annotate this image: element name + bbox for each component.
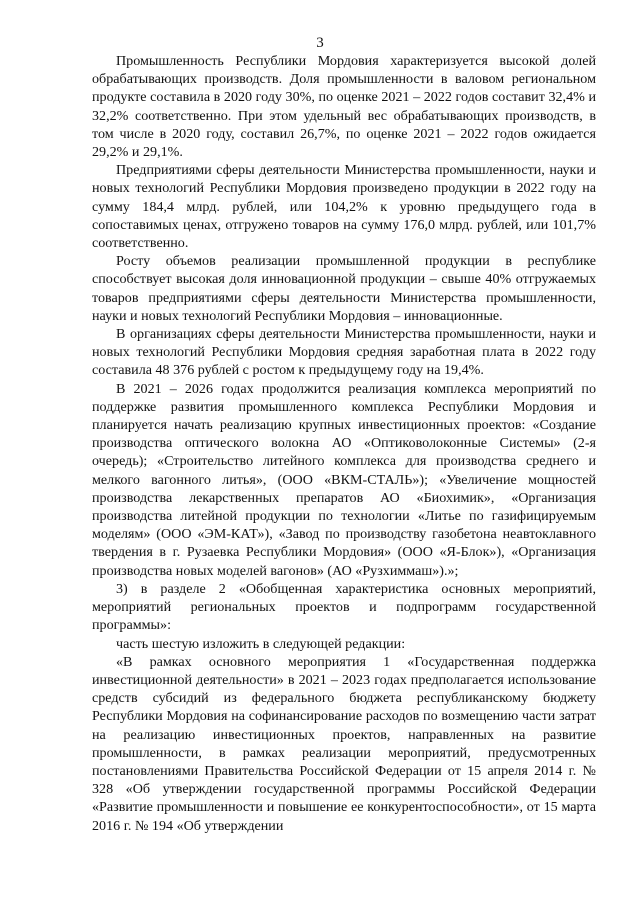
paragraph-part-six-instruction: часть шестую изложить в следующей редакции: [116,635,406,652]
paragraph-average-salary: В организациях сферы деятельности Министерства промышленности, науки и новых технологий Республики Мордовия средняя заработная плата в 2022 году составила 48 376 рублей с ростом к предыдущему году на 19,4%. [92,326,596,379]
paragraph-main-activity-1: «В рамках основного мероприятия 1 «Государственная поддержка инвестиционной деятельности» в 2021 – 2023 годах предполагается использование средств субсидий из федерального бюджета республиканскому бюджету Республики Мордовия на софинансирование расходов по возмещению части затрат на реализацию инвестиционных проектов, направленных на развитие промышленности, в рамках реализации мероприятий, предусмотренных постановлениями Правительства Российской Федерации от 15 апреля 2014 г. № 328 «Об утверждении государственной программы Российской Федерации «Развитие промышленности и повышение ее конкурентоспособности», от 15 марта 2016 г. № 194 «Об утверждении [92,653,596,834]
paragraph-innovative-products: Росту объемов реализации промышленной продукции в республике способствует высокая доля инновационной продукции – свыше 40% отгружаемых товаров предприятиями сферы деятельности Министерства промышленности, науки и новых технологий Республики Мордовия – инновационные. [92,253,596,324]
document-body [92,52,596,835]
paragraph-investment-projects: В 2021 – 2026 годах продолжится реализация комплекса мероприятий по поддержке развития промышленного комплекса Республики Мордовия и планируется начать реализацию крупных инвестиционных проектов: «Создание производства оптического волокна АО «Оптиковолоконные Системы» (2-я очередь); «Строительство литейного комплекса для производства среднего и мелкого вагонного литья», (ООО «ВКМ-СТАЛЬ»); «Увеличение мощностей производства лекарственных препаратов АО «Биохимик», «Организация производства литейной продукции по технологии «Литье по газифицируемым моделям» (ООО «ЭМ-КАТ»), «Завод по производству газобетона неавтоклавного твердения в г. Рузаевка Республики Мордовия» (ООО «Я-Блок»), «Организация производства новых моделей вагонов» (АО «Рузхиммаш»).»; [92,380,596,579]
paragraph-industry-share: Промышленность Республики Мордовия характеризуется высокой долей обрабатывающих производств. Доля промышленности в валовом региональном продукте составила в 2020 году 30%, по оценке 2021 – 2022 годов составит 32,4% и 32,2% соответственно. При этом удельный вес обрабатывающих производств, в том числе в 2020 году, составил 26,7%, по оценке 2021 – 2022 годов ожидается 29,2% и 29,1%. [92,53,596,161]
paragraph-section-2-amendment: 3) в разделе 2 «Обобщенная характеристика основных мероприятий, мероприятий региональных проектов и подпрограмм государственной программы»: [92,580,596,634]
paragraph-production-volume: Предприятиями сферы деятельности Министерства промышленности, науки и новых технологий Республики Мордовия произведено продукции в 2022 году на сумму 184,4 млрд. рублей, или 104,2% к уровню предыдущего года в сопоставимых ценах, отгружено товаров на сумму 176,0 млрд. рублей, или 101,7% соответственно. [92,162,596,252]
page-number: 3 [316,35,324,51]
